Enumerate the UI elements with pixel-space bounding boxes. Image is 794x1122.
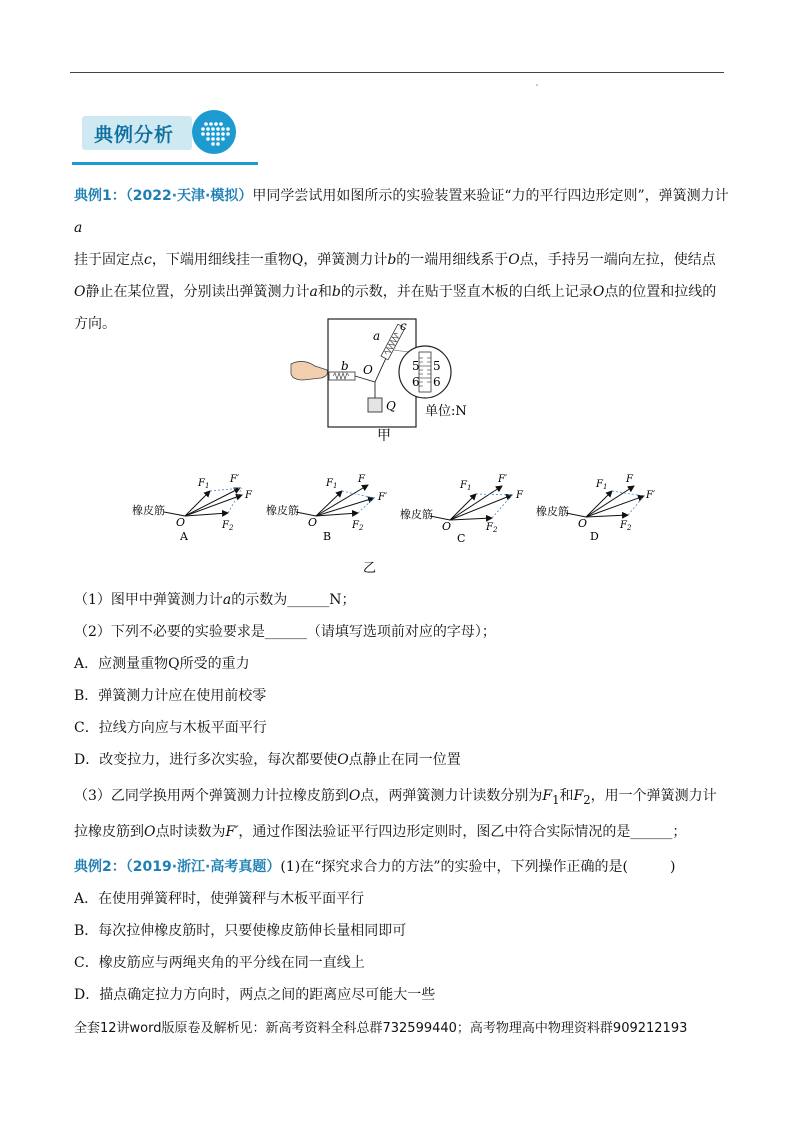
text-run: 挂于固定点 xyxy=(74,252,144,268)
mid-label: F′ xyxy=(378,492,388,503)
string-a xyxy=(375,358,386,382)
text-run: 的示数，并在贴于竖直木板的白纸上记录 xyxy=(340,284,593,300)
top-right-label: F xyxy=(358,474,365,485)
mid-label: F′ xyxy=(646,490,656,501)
question-3: （3）乙同学换用两个弹簧测力计拉橡皮筋到O点，两弹簧测力计读数分别为$F_1$和$F_2$，用一个弹簧测力计 拉橡皮筋到O点时读数为F′，通过作图法验证平行四边形定则时，图乙中符合实际情况的是______； xyxy=(74,788,717,840)
ex2-option-b: B．每次拉伸橡皮筋时，只要使橡皮筋伸长量相同即可 xyxy=(74,923,407,939)
f2-label: $F_2$ xyxy=(620,520,632,532)
mid-label: F xyxy=(245,490,252,501)
text-run: 点，手持另一端向左拉，使结点 xyxy=(519,252,716,268)
scale-label: 6 xyxy=(412,375,420,389)
header-rule xyxy=(70,72,724,73)
q2-option-c: C．拉线方向应与木板平面平行 xyxy=(74,720,267,736)
label-c: c xyxy=(400,319,407,333)
f1-label: $F_1$ xyxy=(198,478,210,490)
label-o: O xyxy=(363,363,373,377)
rubber-label: 橡皮筋 xyxy=(132,504,165,517)
var-b: b xyxy=(387,252,397,268)
text-run: 点的位置和拉线的方向。 xyxy=(74,284,717,332)
q2-option-d: D．改变拉力，进行多次实验，每次都要使O点静止在同一位置 xyxy=(74,752,461,768)
text-run: ，下端用细线挂一重物Q，弹簧测力计 xyxy=(151,252,388,268)
var-o: O xyxy=(592,284,605,300)
text-run: 和 xyxy=(317,284,332,300)
option-letter: A xyxy=(180,530,188,543)
var-o: O xyxy=(508,252,520,268)
label-a: a xyxy=(373,329,381,343)
figure-options xyxy=(130,468,670,578)
text-run: 的一端用细线系于 xyxy=(396,252,509,268)
rubber-label: 橡皮筋 xyxy=(266,504,299,517)
figure1-caption: 甲 xyxy=(377,428,391,444)
option-letter: D xyxy=(590,530,599,543)
banner-underline xyxy=(72,162,258,165)
scale-label: 5 xyxy=(412,359,420,373)
question-2: （2）下列不必要的实验要求是______（请填写选项前对应的字母）； xyxy=(74,624,496,640)
example1-lead: 典例1： xyxy=(74,188,126,204)
f2-label: $F_2$ xyxy=(486,522,498,534)
var-c: c xyxy=(144,252,152,268)
dotted-grid-icon xyxy=(192,110,236,154)
var-b: b xyxy=(331,284,341,300)
unit-label: 单位:N xyxy=(425,404,467,419)
option-a-diagram xyxy=(164,488,242,516)
var-o: O xyxy=(74,284,86,300)
origin-label: O xyxy=(442,520,452,533)
hand-image xyxy=(291,361,327,380)
example1-source: （2022·天津·模拟） xyxy=(125,188,253,204)
f1-label: $F_1$ xyxy=(326,478,338,490)
top-right-label: F′ xyxy=(498,474,508,485)
top-right-label: F xyxy=(626,474,633,485)
f1-label: $F_1$ xyxy=(596,479,608,491)
label-b: b xyxy=(341,359,349,373)
ex2-option-c: C．橡皮筋应与两绳夹角的平分线在同一直线上 xyxy=(74,955,365,971)
rubber-label: 橡皮筋 xyxy=(400,508,433,521)
header-dot xyxy=(536,84,538,86)
f1-label: $F_1$ xyxy=(460,480,472,492)
origin-label: O xyxy=(308,516,318,529)
footer-note: 全套12讲word版原卷及解析见：新高考资料全科总群732599440；高考物理高中物理资料群909212193 xyxy=(74,1021,688,1036)
option-letter: C xyxy=(457,532,466,545)
origin-label: O xyxy=(176,516,186,529)
text-run: 甲同学尝试用如图所示的实验装置来验证“力的平行四边形定则”，弹簧测力计 xyxy=(252,188,729,204)
weight-q xyxy=(368,398,382,412)
q2-option-b: B．弹簧测力计应在使用前校零 xyxy=(74,688,267,704)
scale-label: 5 xyxy=(433,359,441,373)
section-banner xyxy=(72,110,258,168)
option-letter: B xyxy=(323,530,332,543)
text-run: 静止在某位置，分别读出弹簧测力计 xyxy=(85,284,310,300)
origin-label: O xyxy=(578,517,588,530)
figure-apparatus xyxy=(285,314,485,444)
scale-label: 6 xyxy=(433,375,441,389)
var-a: a xyxy=(74,220,83,236)
ex2-option-d: D．描点确定拉力方向时，两点之间的距离应尽可能大一些 xyxy=(74,987,436,1003)
f2-label: $F_2$ xyxy=(352,520,364,532)
mid-label: F xyxy=(516,490,523,501)
q2-option-a: A．应测量重物Q所受的重力 xyxy=(74,656,250,672)
top-right-label: F′ xyxy=(230,474,240,485)
figure2-caption: 乙 xyxy=(363,561,377,576)
f2-label: $F_2$ xyxy=(222,520,234,532)
example2-heading: 典例2：（2019·浙江·高考真题）(1)在“探究求合力的方法”的实验中，下列操作正确的是( ) xyxy=(74,859,676,875)
ex2-option-a: A．在使用弹簧秤时，使弹簧秤与木板平面平行 xyxy=(74,891,365,907)
label-q: Q xyxy=(386,399,396,413)
var-a: a xyxy=(309,284,318,300)
question-1: （1）图甲中弹簧测力计a的示数为______N； xyxy=(74,592,356,608)
section-title: 典例分析 xyxy=(94,124,175,146)
rubber-label: 橡皮筋 xyxy=(536,505,569,518)
